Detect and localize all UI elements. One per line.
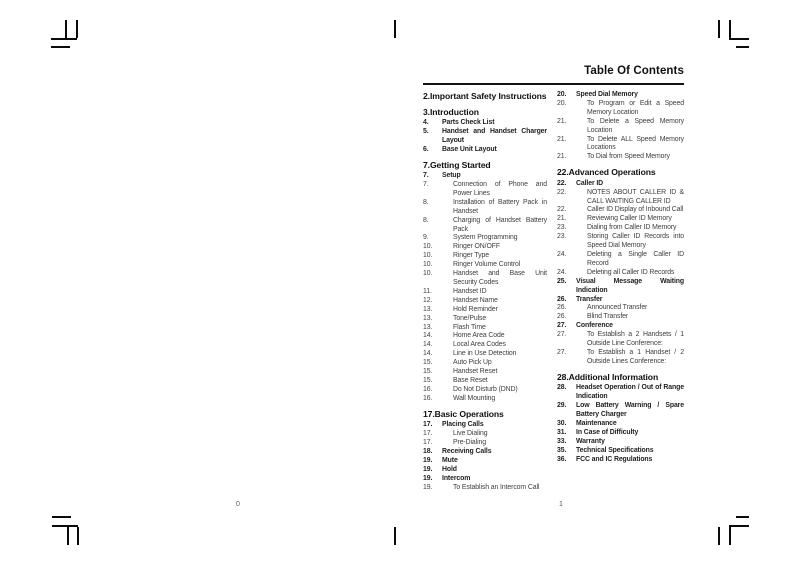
toc-column-right: [557, 91, 684, 492]
toc-entry-page-number: 20.: [557, 91, 567, 98]
toc-entry: [557, 100, 684, 118]
toc-entry: [423, 146, 547, 155]
toc-entry-title: Announced Transfer: [587, 304, 648, 312]
trim-mark-bottom-left-horizontal-1: [52, 516, 71, 518]
toc-entry-title: Handset and Handset Charger Layout: [442, 127, 547, 144]
toc-entry-title: Transfer: [576, 295, 603, 303]
toc-entry: [423, 306, 547, 315]
toc-entry-page-number: 26.: [557, 313, 567, 321]
toc-entry: [557, 251, 684, 269]
toc-entry-page-number: 15.: [423, 376, 433, 384]
toc-entry-title: Handset ID: [453, 287, 487, 295]
toc-entry: [557, 206, 684, 215]
toc-section-heading: 28.Additional Information: [557, 371, 659, 382]
toc-entry-title: System Programming: [453, 234, 518, 242]
toc-entry: [423, 324, 547, 333]
toc-entry-page-number: 21.: [557, 215, 567, 223]
trim-mark-top-left-vertical-2: [76, 20, 78, 38]
toc-entry-title: Wall Mounting: [453, 394, 496, 402]
toc-entry-page-number: 26.: [557, 295, 567, 303]
toc-entry-title: Ringer ON/OFF: [453, 243, 500, 251]
trim-mark-top-left-horizontal-1: [51, 38, 77, 40]
toc-entry-title: Visual Message Waiting Indication: [576, 277, 684, 294]
toc-entry: [423, 172, 547, 181]
toc-entry-title: In Case of Difficulty: [576, 428, 639, 436]
toc-entry-page-number: 17.: [423, 430, 433, 438]
toc-entry: [423, 288, 547, 297]
toc-entry-title: Handset Name: [453, 296, 498, 304]
toc-entry-title: Intercom: [442, 474, 471, 482]
toc-entry-page-number: 10.: [423, 252, 433, 260]
toc-entry: [423, 234, 547, 243]
toc-column-left: [423, 91, 547, 492]
toc-entry: [557, 269, 684, 278]
toc-section-heading: 2.Important Safety Instructions: [423, 91, 547, 101]
toc-entry-page-number: 22.: [557, 188, 567, 196]
trim-mark-bottom-left-horizontal-2: [52, 525, 78, 527]
toc-entry: [557, 215, 684, 224]
toc-entry: [423, 332, 547, 341]
toc-entry-title: Deleting all Caller ID Records: [587, 268, 675, 276]
toc-entry-page-number: 21.: [557, 135, 567, 143]
toc-entry: [423, 243, 547, 252]
page-number-right: 1: [559, 501, 563, 508]
toc-entry: [423, 368, 547, 377]
trim-mark-top-left-horizontal-2: [51, 46, 70, 48]
toc-entry: [557, 331, 684, 349]
toc-entry-title: Ringer Type: [453, 252, 489, 260]
trim-mark-top-right-vertical-2: [729, 20, 731, 38]
toc-entry-title: Mute: [442, 456, 458, 464]
toc-entry: [557, 296, 684, 305]
toc-entry-title: Charging of Handset Battery Pack: [453, 216, 547, 233]
toc-entry: [557, 322, 684, 331]
toc-entry-page-number: 10.: [423, 270, 433, 278]
toc-title-rule: [423, 83, 684, 85]
trim-mark-bottom-right-horizontal-1: [736, 516, 749, 518]
toc-entry-title: To Establish a 2 Handsets / 1 Outside Line Conference:: [587, 331, 684, 348]
toc-entry: [423, 484, 547, 493]
trim-mark-top-right-horizontal-1: [729, 38, 749, 40]
trim-mark-bottom-left-vertical-1: [67, 527, 69, 545]
toc-entry-page-number: 21.: [557, 117, 567, 125]
toc-entry-title: Storing Caller ID Records into Speed Dial Memory: [587, 233, 684, 250]
toc-entry-title: To Program or Edit a Speed Memory Location: [587, 99, 684, 116]
toc-entry-page-number: 27.: [557, 331, 567, 339]
toc-entry-page-number: 27.: [557, 322, 567, 330]
toc-entry-title: Connection of Phone and Power Lines: [453, 181, 547, 197]
toc-entry-title: Blind Transfer: [587, 313, 629, 321]
toc-entry-page-number: 6.: [423, 145, 429, 153]
toc-title: Table Of Contents: [584, 65, 684, 77]
toc-entry-page-number: 19.: [423, 465, 433, 473]
toc-entry-title: Do Not Disturb (DND): [453, 385, 518, 393]
toc-entry-title: Live Dialing: [453, 430, 488, 438]
toc-entry-title: To Delete a Speed Memory Location: [587, 117, 684, 134]
toc-entry-title: Base Reset: [453, 376, 488, 384]
toc-entry-page-number: 24.: [557, 251, 567, 258]
toc-entry: [423, 297, 547, 306]
toc-entry: [423, 395, 547, 404]
toc-entry: [557, 438, 684, 447]
toc-entry-title: Caller ID: [576, 179, 604, 187]
toc-entry-page-number: 27.: [557, 348, 567, 356]
toc-entry-title: Base Unit Layout: [442, 145, 497, 153]
toc-entry: [423, 421, 547, 430]
toc-entry: [423, 350, 547, 359]
toc-entry-page-number: 4.: [423, 119, 429, 126]
toc-entry-page-number: 13.: [423, 305, 433, 313]
toc-entry: [557, 420, 684, 429]
toc-entry: [423, 252, 547, 261]
toc-entry-title: Receiving Calls: [442, 447, 492, 455]
toc-entry: [557, 304, 684, 313]
toc-entry-title: Auto Pick Up: [453, 359, 492, 367]
toc-entry-title: Setup: [442, 172, 461, 180]
toc-entry: [557, 384, 684, 402]
toc-entry-title: Tone/Pulse: [453, 314, 487, 322]
toc-entry-title: Low Battery Warning / Spare Battery Charger: [576, 402, 684, 418]
toc-entry-title: Headset Operation / Out of Range Indication: [576, 384, 684, 401]
toc-entry-title: Handset Reset: [453, 368, 498, 376]
toc-section-heading: 7.Getting Started: [423, 159, 491, 170]
toc-entry-page-number: 20.: [557, 99, 567, 107]
toc-entry: [423, 386, 547, 395]
toc-entry-title: Pre-Dialing: [453, 439, 486, 446]
toc-entry: [557, 349, 684, 367]
toc-entry-title: NOTES ABOUT CALLER ID & CALL WAITING CALLER ID: [587, 188, 684, 205]
toc-entry-page-number: 10.: [423, 243, 433, 251]
toc-entry-page-number: 23.: [557, 224, 567, 232]
toc-entry-page-number: 14.: [423, 341, 433, 349]
toc-entry-page-number: 15.: [423, 359, 433, 367]
toc-entry: [423, 439, 547, 448]
toc-entry-page-number: 28.: [557, 384, 567, 392]
toc-entry-page-number: 22.: [557, 206, 567, 214]
toc-section-heading: 22.Advanced Operations: [557, 167, 656, 178]
toc-entry: [423, 475, 547, 484]
toc-entry-page-number: 23.: [557, 233, 567, 241]
toc-entry: [557, 224, 684, 233]
toc-entry: [423, 181, 547, 199]
toc-entry-page-number: 13.: [423, 314, 433, 322]
toc-entry-page-number: 7.: [423, 181, 429, 189]
toc-entry-page-number: 30.: [557, 419, 567, 427]
toc-entry-page-number: 13.: [423, 323, 433, 331]
toc-entry-page-number: 19.: [423, 456, 433, 464]
toc-entry: [423, 199, 547, 217]
toc-entry-page-number: 5.: [423, 127, 429, 135]
toc-entry-title: Ringer Volume Control: [453, 261, 521, 269]
toc-entry-page-number: 18.: [423, 447, 433, 455]
trim-mark-top-left-vertical-1: [65, 20, 67, 38]
toc-entry-title: Handset and Base Unit Security Codes: [453, 270, 547, 286]
toc-entry-title: Hold: [442, 465, 457, 473]
toc-entry: [423, 217, 547, 235]
center-fold-mark-bottom: [394, 527, 396, 545]
toc-entry: [557, 180, 684, 189]
trim-mark-bottom-left-vertical-2: [77, 527, 79, 545]
toc-entry-title: Conference: [576, 322, 613, 330]
toc-entry-page-number: 8.: [423, 198, 429, 206]
toc-entry: [423, 315, 547, 324]
toc-entry-page-number: 10.: [423, 261, 433, 269]
toc-entry: [557, 429, 684, 438]
toc-entry-page-number: 9.: [423, 234, 429, 242]
toc-entry-page-number: 26.: [557, 304, 567, 312]
toc-entry-page-number: 22.: [557, 179, 567, 187]
toc-entry-page-number: 17.: [423, 421, 433, 429]
page-number-left: 0: [236, 501, 240, 508]
toc-entry-title: Deleting a Single Caller ID Record: [587, 251, 684, 267]
toc-entry-title: Line in Use Detection: [453, 350, 517, 358]
toc-entry: [557, 91, 684, 100]
toc-entry: [557, 447, 684, 456]
toc-entry: [557, 136, 684, 154]
toc-entry: [423, 341, 547, 350]
table-of-contents: [423, 64, 684, 492]
toc-entry-page-number: 21.: [557, 153, 567, 161]
toc-entry: [557, 278, 684, 296]
toc-entry-title: To Establish a 1 Handset / 2 Outside Lines Conference:: [587, 348, 684, 365]
toc-entry-title: Local Area Codes: [453, 341, 506, 349]
trim-mark-bottom-right-horizontal-2: [729, 525, 749, 527]
toc-entry-title: Installation of Battery Pack in Handset: [453, 198, 547, 215]
toc-entry-title: Flash Time: [453, 323, 486, 331]
toc-entry-page-number: 17.: [423, 439, 433, 446]
toc-entry-title: Parts Check List: [442, 119, 495, 126]
toc-entry-page-number: 31.: [557, 428, 567, 436]
toc-entry-title: Dialing from Caller ID Memory: [587, 224, 677, 232]
trim-mark-bottom-right-vertical-2: [729, 527, 731, 545]
toc-entry: [423, 359, 547, 368]
toc-entry-title: Placing Calls: [442, 421, 484, 429]
toc-entry-page-number: 15.: [423, 368, 433, 376]
toc-entry: [557, 189, 684, 207]
toc-entry-title: Warranty: [576, 437, 605, 445]
toc-entry-title: FCC and IC Regulations: [576, 455, 653, 463]
toc-entry: [423, 430, 547, 439]
toc-entry-page-number: 7.: [423, 172, 429, 180]
toc-section-heading: 17.Basic Operations: [423, 408, 504, 419]
toc-entry-page-number: 14.: [423, 350, 433, 358]
toc-entry-page-number: 8.: [423, 216, 429, 224]
toc-section-heading: 3.Introduction: [423, 106, 479, 117]
toc-entry-title: Speed Dial Memory: [576, 91, 638, 98]
toc-entry-page-number: 19.: [423, 483, 433, 491]
toc-entry-title: To Delete ALL Speed Memory Locations: [587, 135, 684, 152]
toc-entry-page-number: 24.: [557, 268, 567, 276]
toc-entry: [557, 313, 684, 322]
toc-entry-title: To Dial from Speed Memory: [587, 153, 670, 161]
toc-entry: [557, 402, 684, 420]
toc-entry-page-number: 12.: [423, 296, 433, 304]
toc-entry-page-number: 14.: [423, 332, 433, 340]
toc-entry: [557, 233, 684, 251]
toc-entry-title: Reviewing Caller ID Memory: [587, 215, 672, 223]
trim-mark-top-right-vertical-1: [718, 20, 720, 38]
toc-entry-title: To Establish an Intercom Call: [453, 483, 540, 491]
toc-entry-page-number: 25.: [557, 277, 567, 285]
toc-entry: [423, 457, 547, 466]
toc-entry-title: Hold Reminder: [453, 305, 498, 313]
toc-entry-page-number: 16.: [423, 394, 433, 402]
toc-entry: [557, 153, 684, 162]
toc-entry: [423, 466, 547, 475]
toc-entry: [423, 128, 547, 146]
toc-entry: [557, 456, 684, 465]
toc-entry: [557, 118, 684, 136]
toc-entry-page-number: 35.: [557, 446, 567, 454]
toc-entry-page-number: 19.: [423, 474, 433, 482]
toc-entry: [423, 119, 547, 128]
toc-columns: [423, 91, 684, 492]
toc-entry: [423, 448, 547, 457]
toc-entry-title: Technical Specifications: [576, 446, 654, 454]
center-fold-mark-top: [394, 20, 396, 38]
toc-entry-page-number: 16.: [423, 385, 433, 393]
toc-entry: [423, 261, 547, 270]
toc-entry: [423, 270, 547, 288]
toc-entry: [423, 377, 547, 386]
toc-entry-page-number: 36.: [557, 455, 567, 463]
trim-mark-bottom-right-vertical-1: [718, 527, 720, 545]
toc-entry-title: Caller ID Display of Inbound Call: [587, 206, 684, 214]
toc-entry-title: Maintenance: [576, 419, 617, 427]
toc-entry-page-number: 11.: [423, 287, 432, 295]
toc-entry-page-number: 29.: [557, 402, 567, 410]
toc-entry-page-number: 33.: [557, 437, 567, 445]
toc-entry-title: Home Area Code: [453, 332, 505, 340]
trim-mark-top-right-horizontal-2: [736, 46, 749, 48]
